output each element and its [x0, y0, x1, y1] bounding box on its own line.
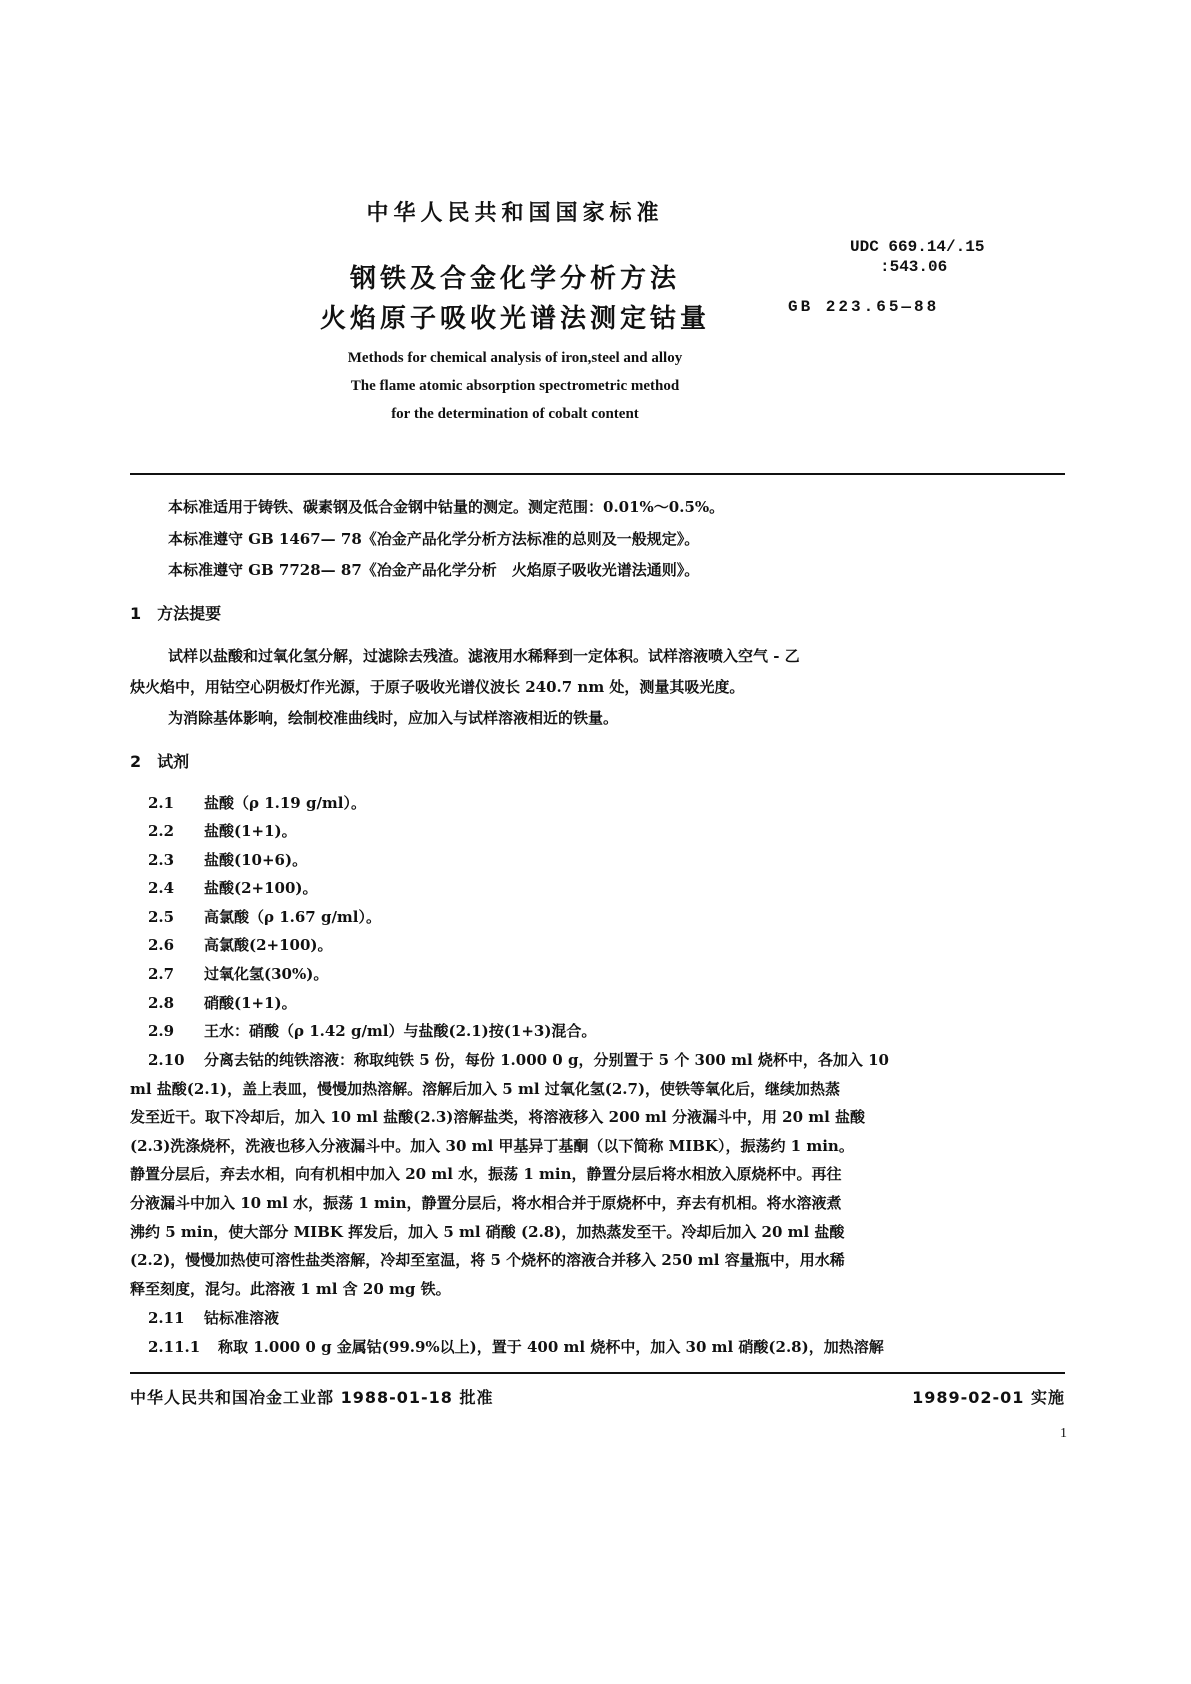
item-text: 高氯酸(2+100)。	[204, 936, 333, 954]
item-number: 2.1	[148, 794, 175, 812]
reagent-item	[148, 849, 307, 870]
section-1-line: 试样以盐酸和过氧化氢分解，过滤除去残渣。滤液用水稀释到一定体积。试样溶液喷入空气 - 乙	[168, 647, 800, 665]
title-en-line2: The flame atomic absorption spectrometric method	[350, 378, 680, 394]
item-text: 硝酸(1+1)。	[204, 994, 297, 1012]
item-number: 2.8	[148, 994, 175, 1012]
item-text: 王水：硝酸（ρ 1.42 g/ml）与盐酸(2.1)按(1+3)混合。	[204, 1022, 597, 1040]
footer-divider	[130, 1372, 1065, 1374]
item-text: 盐酸(2+100)。	[204, 879, 318, 897]
effective-date: 1989-02-01 实施	[912, 1388, 1065, 1407]
item-number: 2.11.1	[148, 1338, 201, 1356]
intro-scope: 本标准适用于铸铁、碳素钢及低合金钢中钴量的测定。测定范围：0.01%～0.5%。	[168, 498, 725, 516]
udc-code: UDC 669.14/.15	[850, 238, 985, 256]
title-cn-line1: 钢铁及合金化学分析方法	[349, 264, 680, 294]
reagent-item	[148, 792, 366, 813]
reagent-item-2-10	[148, 1049, 889, 1070]
page-number: 1	[1060, 1426, 1067, 1441]
udc-code-cont: :543.06	[880, 258, 948, 276]
item-text: 盐酸(1+1)。	[204, 822, 297, 840]
item-number: 2.6	[148, 936, 175, 954]
reagent-item	[148, 906, 381, 927]
reagent-item	[148, 877, 318, 898]
section-1-line: 炔火焰中，用钴空心阴极灯作光源，于原子吸收光谱仪波长 240.7 nm 处，测量其吸光度。	[130, 678, 745, 696]
reagent-item	[148, 820, 297, 841]
item-number: 2.3	[148, 851, 175, 869]
section-1-line: 为消除基体影响，绘制校准曲线时，应加入与试样溶液相近的铁量。	[168, 709, 619, 727]
item-text: 盐酸(10+6)。	[204, 851, 308, 869]
paragraph-line: (2.3)洗涤烧杯，洗液也移入分液漏斗中。加入 30 ml 甲基异丁基酮（以下简称 MIBK），振荡约 1 min。	[130, 1137, 854, 1155]
item-text: 称取 1.000 0 g 金属钴(99.9%以上)，置于 400 ml 烧杯中，加入 30 ml 硝酸(2.8)，加热溶解	[218, 1338, 884, 1356]
reagent-item	[148, 1020, 596, 1041]
standard-type-heading: 中华人民共和国国家标准	[366, 201, 664, 226]
item-number: 2.5	[148, 908, 175, 926]
paragraph-line: 静置分层后，弃去水相，向有机相中加入 20 ml 水，振荡 1 min，静置分层后将水相放入原烧杯中。再往	[130, 1165, 842, 1183]
approval-info: 中华人民共和国冶金工业部 1988-01-18 批准	[130, 1388, 494, 1407]
section-1-heading: 1 方法提要	[130, 604, 222, 623]
item-number: 2.10	[148, 1051, 185, 1069]
reagent-item-2-11	[148, 1307, 279, 1328]
item-text: 过氧化氢(30%)。	[204, 965, 329, 983]
title-cn-line2: 火焰原子吸收光谱法测定钴量	[319, 304, 710, 334]
title-en-line3: for the determination of cobalt content	[391, 406, 639, 422]
paragraph-line: 沸约 5 min，使大部分 MIBK 挥发后，加入 5 ml 硝酸 (2.8)，加热蒸发至干。冷却后加入 20 ml 盐酸	[130, 1223, 845, 1241]
intro-ref-gb7728: 本标准遵守 GB 7728— 87《冶金产品化学分析 火焰原子吸收光谱法通则》。	[168, 561, 700, 579]
paragraph-line: ml 盐酸(2.1)，盖上表皿，慢慢加热溶解。溶解后加入 5 ml 过氧化氢(2.7)，使铁等氧化后，继续加热蒸	[130, 1080, 841, 1098]
item-number: 2.7	[148, 965, 175, 983]
intro-ref-gb1467: 本标准遵守 GB 1467— 78《冶金产品化学分析方法标准的总则及一般规定》。	[168, 530, 700, 548]
item-text: 盐酸（ρ 1.19 g/ml）。	[204, 794, 366, 812]
gb-number: GB 223.65—88	[788, 298, 940, 316]
paragraph-line: 发至近干。取下冷却后，加入 10 ml 盐酸(2.3)溶解盐类，将溶液移入 200 ml 分液漏斗中，用 20 ml 盐酸	[130, 1108, 866, 1126]
item-text: 钴标准溶液	[204, 1309, 280, 1327]
item-number: 2.4	[148, 879, 175, 897]
reagent-item	[148, 992, 297, 1013]
reagent-item	[148, 934, 333, 955]
reagent-item-2-11-1	[148, 1336, 884, 1357]
header-divider	[130, 473, 1065, 475]
paragraph-line: 释至刻度，混匀。此溶液 1 ml 含 20 mg 铁。	[130, 1280, 451, 1298]
reagent-item	[148, 963, 328, 984]
title-en-line1: Methods for chemical analysis of iron,steel and alloy	[347, 350, 683, 366]
item-text: 分离去钴的纯铁溶液：称取纯铁 5 份，每份 1.000 0 g，分别置于 5 个 300 ml 烧杯中，各加入 10	[204, 1051, 889, 1069]
item-number: 2.11	[148, 1309, 185, 1327]
item-number: 2.2	[148, 822, 175, 840]
item-text: 高氯酸（ρ 1.67 g/ml）。	[204, 908, 381, 926]
section-2-heading: 2 试剂	[130, 752, 190, 771]
item-number: 2.9	[148, 1022, 175, 1040]
paragraph-line: (2.2)，慢慢加热使可溶性盐类溶解，冷却至室温，将 5 个烧杯的溶液合并移入 250 ml 容量瓶中，用水稀	[130, 1251, 845, 1269]
paragraph-line: 分液漏斗中加入 10 ml 水，振荡 1 min，静置分层后，将水相合并于原烧杯中，弃去有机相。将水溶液煮	[130, 1194, 842, 1212]
